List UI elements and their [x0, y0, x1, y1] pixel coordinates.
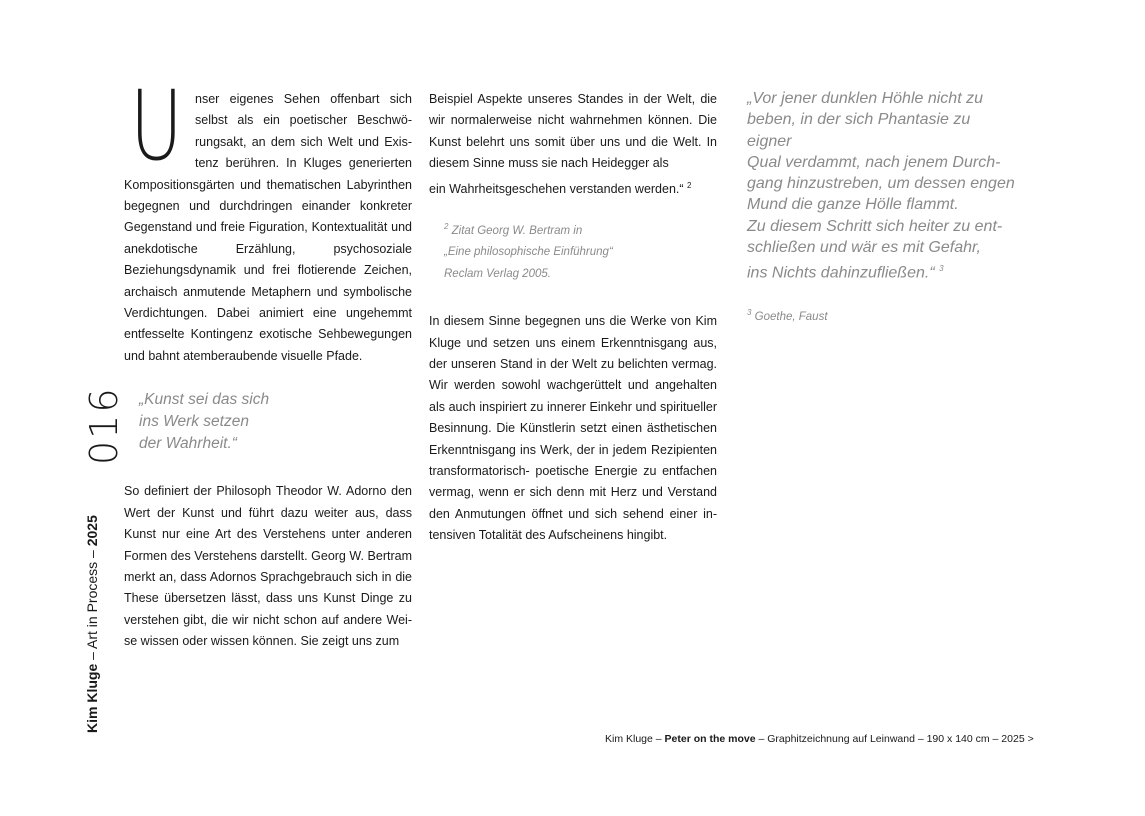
footnote-line: Reclam Verlag 2005.	[444, 267, 551, 280]
quote-line: Zu diesem Schritt sich heiter zu ent-	[747, 217, 1003, 235]
footnote-3	[747, 302, 1017, 328]
pull-quote-line: der Wahrheit.“	[139, 435, 237, 453]
quote-column	[747, 88, 1017, 328]
footnote-number: 2	[444, 222, 449, 232]
artwork-caption[interactable]	[605, 733, 1034, 745]
text-column-1	[124, 70, 412, 653]
pull-quote-line: „Kunst sei das sich	[139, 391, 270, 409]
text-column-2	[429, 89, 717, 547]
sidebar-title	[84, 515, 100, 733]
author-name: Kim Kluge	[84, 663, 100, 733]
quote-line: Mund die ganze Hölle flammt.	[747, 196, 959, 214]
paragraph-adorno: So definiert der Philosoph Theodor W. Adorno den Wert der Kunst und führt dazu weiter aus, dass Kunst nur eine Art des Verstehens unter anderen Formen des Verstehens darstellt. Georg W. Bertram merkt an, dass Adornos Sprachgebrauch sich in die These übersetzen lässt, dass uns Kunst Dinge zu verstehen gibt, die wir nicht schon auf andere Weise wissen oder wissen können. Sie zeigt uns zum	[124, 484, 412, 649]
paragraph-intro: nser eigenes Sehen offenbart sich selbst als ein poetischer Beschwörungsakt, an dem sich Welt und Existenz berühren. In Kluges generierten Kompositionsgärten und thematischen Labyrinthen begegnen und durchdringen einander konkreter Gegenstand und freie Figuration, Kontextualität und anekdotische Erzählung, psychosoziale Beziehungsdynamik und frei flotierende Zeichen, archaisch anmutende Metaphern und symbolische Verdichtungen. Dabei animiert eine ungehemmt entfesselte Kontingenz exotische Sehbewegungen und bahnt atemberaubende visuelle Pfade.	[124, 92, 412, 363]
paragraph-works: In diesem Sinne begegnen uns die Werke von Kim Kluge und setzen uns einem Erkenntnisgang aus, der unseren Stand in der Welt zu belichten vermag. Wir werden sowohl wachgerüttelt und angehalten als auch inspiriert zu innerer Einkehr und spiritueller Besinnung. Die Künstlerin setzt einen ästhetischen Erkenntnisgang ins Werk, der in jedem Rezipienten transformatorisch- poetische Energie zu entfachen vermag, wenn er sich denn mit Herz und Verstand den Anmutungen öffnet und sich sehend einer intensiven Totalität des Aufscheinens hingibt.	[429, 314, 717, 543]
drop-cap: U	[130, 70, 183, 182]
page-number: 016	[82, 386, 126, 465]
quote-line: gang hinzustreben, um dessen engen	[747, 175, 1015, 193]
caption-details: – Graphitzeichnung auf Leinwand – 190 x 140 cm – 2025 >	[755, 733, 1034, 745]
footnote-line: „Eine philosophische Einführung“	[444, 246, 613, 259]
caption-artist: Kim Kluge –	[605, 733, 665, 745]
footnote-text: Goethe, Faust	[751, 310, 828, 323]
series-title: – Art in Process –	[84, 546, 100, 664]
caption-title: Peter on the move	[664, 733, 756, 745]
footnote-ref: 3	[939, 264, 944, 274]
quote-line: Qual verdammt, nach jenem Durch-	[747, 153, 1001, 171]
paragraph-continuation	[429, 89, 717, 200]
quote-line: schließen und wär es mit Gefahr,	[747, 239, 981, 257]
year: 2025	[84, 515, 100, 547]
paragraph-text: ein Wahrheitsgeschehen verstanden werden.“	[429, 181, 684, 196]
quote-line: beben, in der sich Phantasie zu eigner	[747, 111, 971, 150]
footnote-number: 3	[747, 308, 752, 317]
quote-line: ins Nichts dahinzufließen.“	[747, 264, 935, 282]
quote-line: „Vor jener dunklen Höhle nicht zu	[747, 90, 983, 107]
footnote-line: Zitat Georg W. Bertram in	[448, 225, 583, 238]
pull-quote	[139, 389, 412, 455]
footnote-2	[444, 216, 717, 285]
pull-quote-line: ins Werk setzen	[139, 413, 249, 431]
goethe-quote	[747, 88, 1017, 284]
footnote-ref: 2	[687, 180, 692, 190]
paragraph-text: Beispiel Aspekte unseres Standes in der Welt, die wir normalerweise nicht wahrnehmen können. Die Kunst belehrt uns somit über uns und die Welt. In diesem Sinne muss sie nach Heidegger als	[429, 92, 717, 171]
